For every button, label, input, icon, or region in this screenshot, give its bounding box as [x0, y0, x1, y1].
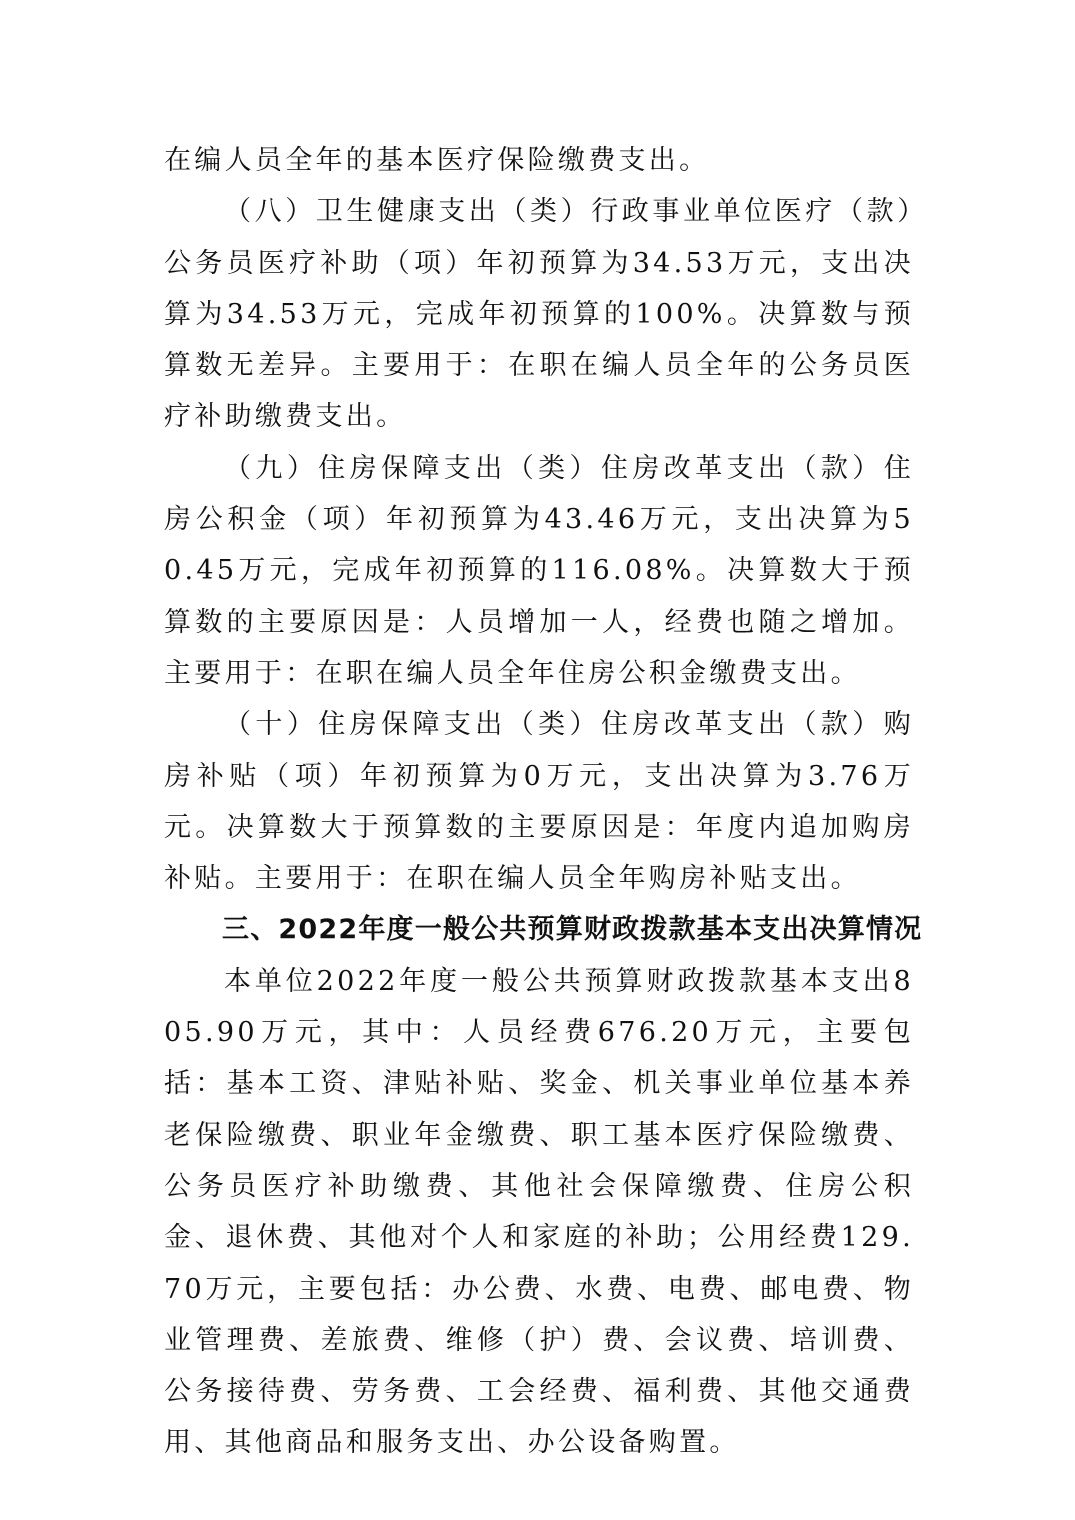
paragraph-basic-expenditure: 本单位2022年度一般公共预算财政拨款基本支出805.90万元，其中：人员经费676.20万元，主要包括：基本工资、津贴补贴、奖金、机关事业单位基本养老保险缴费、职业年金缴费、职工基本医疗保险缴费、公务员医疗补助缴费、其他社会保障缴费、住房公积金、退休费、其他对个人和家庭的补助；公用经费129.70万元，主要包括：办公费、水费、电费、邮电费、物业管理费、差旅费、维修（护）费、会议费、培训费、公务接待费、劳务费、工会经费、福利费、其他交通费用、其他商品和服务支出、办公设备购置。: [164, 965, 914, 1459]
paragraph-housing-fund: （九）住房保障支出（类）住房改革支出（款）住房公积金（项）年初预算为43.46万元，支出决算为50.45万元，完成年初预算的116.08%。决算数大于预算数的主要原因是：人员增加一人，经费也随之增加。主要用于：在职在编人员全年住房公积金缴费支出。: [164, 452, 914, 689]
paragraph-health-expenditure: （八）卫生健康支出（类）行政事业单位医疗（款）公务员医疗补助（项）年初预算为34.53万元，支出决算为34.53万元，完成年初预算的100%。决算数与预算数无差异。主要用于：在职在编人员全年的公务员医疗补助缴费支出。: [164, 196, 914, 433]
paragraph-housing-subsidy: （十）住房保障支出（类）住房改革支出（款）购房补贴（项）年初预算为0万元，支出决算为3.76万元。决算数大于预算数的主要原因是：年度内追加购房补贴。主要用于：在职在编人员全年购房补贴支出。: [164, 709, 914, 895]
paragraph-continuation: 在编人员全年的基本医疗保险缴费支出。: [164, 145, 710, 176]
section-heading: 三、2022年度一般公共预算财政拨款基本支出决算情况: [222, 914, 923, 946]
document-body: [164, 135, 923, 1469]
